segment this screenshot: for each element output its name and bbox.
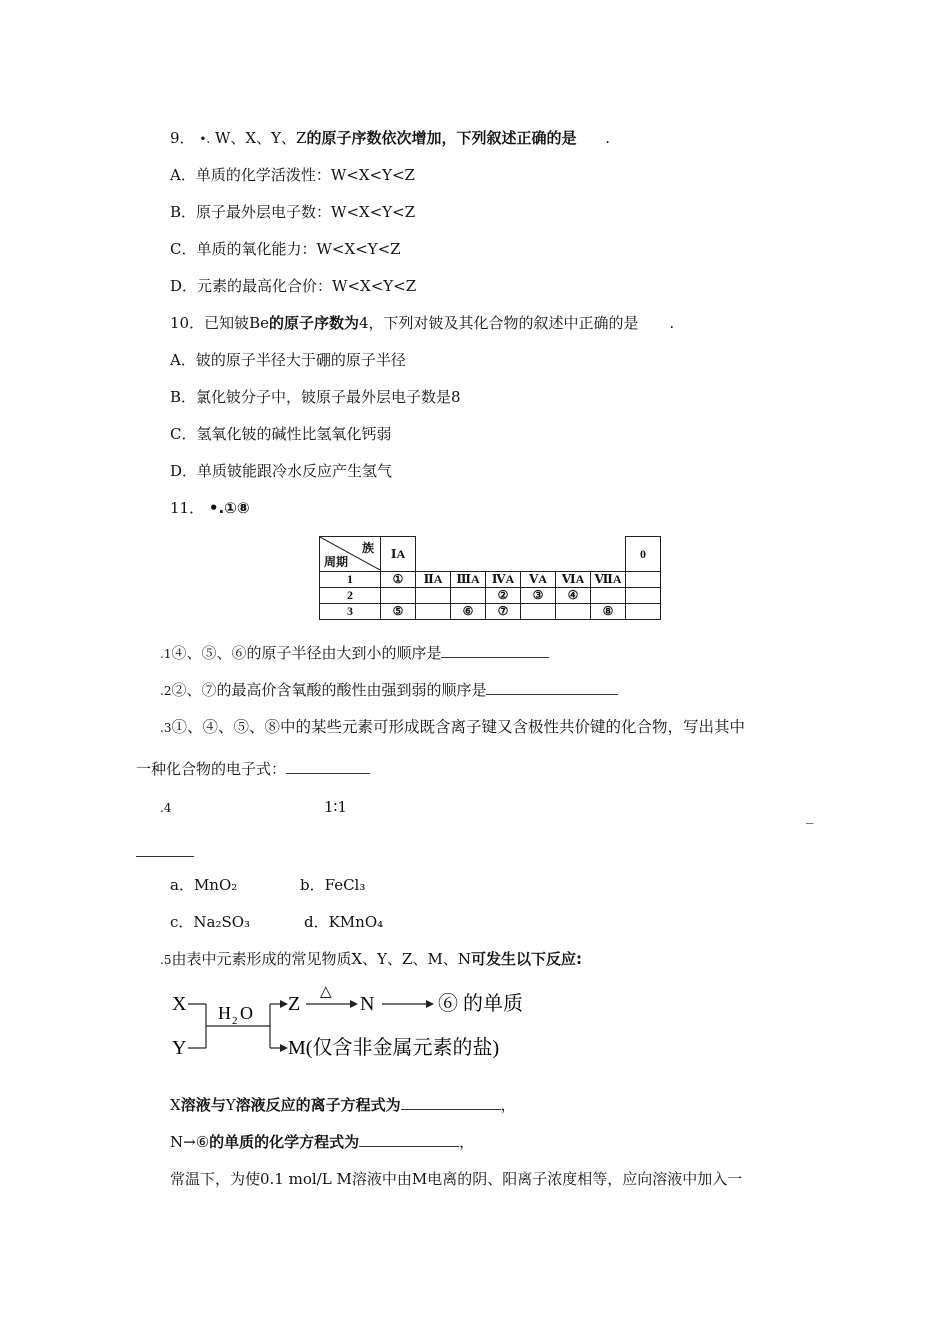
cell: ① [381,572,416,588]
arrow-to-6 [426,1000,434,1008]
table-row-3 [320,604,661,620]
arrow-to-n [350,1000,358,1008]
sub1-number: .1 [160,647,172,661]
cell [416,604,451,620]
header-gap [416,537,626,572]
sub4-option-b: b．FeCl₃ [300,876,366,894]
arrow-to-z [280,1000,288,1008]
cell: ② [486,588,521,604]
sub3-blank[interactable] [286,759,370,774]
cell: ⅣA [486,572,521,588]
q11-sub3-cont [136,759,370,779]
cell [556,604,591,620]
q10-stem-end: . [669,314,675,332]
n6-blank[interactable] [359,1132,459,1147]
cell: 3 [320,604,381,620]
xy-text: 溶液反应的离子方程式为 [235,1096,401,1114]
sub4-option-c: c．Na₂SO₃ [170,913,251,931]
q10-option-d: D．单质铍能跟冷水反应产生氢气 [170,462,393,480]
cell [626,588,661,604]
cell: ⑥ [451,604,486,620]
sub2-text: ②、⑦的最高价含氧酸的酸性由强到弱的顺序是 [171,681,487,699]
q10-stem-bold: 的原子序数为 [269,314,360,332]
reaction-diagram [170,980,530,1060]
cell: 1 [320,572,381,588]
sub3-text: ①、④、⑤、⑧中的某些元素可形成既含离子键又含极性共价键的化合物，写出其中 [171,718,745,736]
sub4-blank-line [136,842,194,862]
n6-text: 的单质的化学方程式为 [209,1133,360,1151]
cell: ⅥA [556,572,591,588]
cell: ④ [556,588,591,604]
n6-end: ， [459,1133,475,1151]
header-IA: ⅠA [381,537,416,572]
cell: ⑧ [591,604,626,620]
sub5-bold: 可发生以下反应: [470,950,582,968]
q11-sub2 [160,680,618,701]
sub4-number: .4 [160,801,172,815]
q10-option-a: A．铍的原子半径大于硼的原子半径 [170,351,406,369]
sub2-blank[interactable] [486,680,618,695]
periodic-table [319,536,661,620]
xy-x: X [170,1096,181,1114]
h2o-sub: 2 [232,1015,238,1027]
h2o-o: O [240,1003,253,1023]
q11-sub1 [160,643,549,664]
q11-number: 11． [170,499,205,517]
sub4-option-d: d．KMnO₄ [304,913,384,931]
sub1-blank[interactable] [441,643,549,658]
diagram-6-element: ⑥ 的单质 [438,993,523,1015]
q10-stem-post: 4，下列对铍及其化合物的叙述中正确的是 [359,314,639,332]
q11-sub3 [160,717,745,738]
last-pre: 常温下，为使0.1 mol/L M溶液中由M [170,1170,428,1188]
sub4-option-a: a．MnO₂ [170,876,238,894]
cell: ⅡA [416,572,451,588]
q9-stem [170,128,610,149]
sub2-number: .2 [160,684,172,698]
q9-stem-text: 的原子序数依次增加，下列叙述正确的是 [306,129,577,147]
sub4-blank[interactable] [136,842,194,857]
cell [591,588,626,604]
sub3-cont-text: 一种化合物的电子式： [136,760,287,778]
cell [626,604,661,620]
n6-pre: N→⑥ [170,1133,210,1151]
diagram-m: M(仅含非金属元素的盐) [288,1037,500,1059]
line-last [170,1169,742,1189]
sub5-text: 由表中元素形成的常见物质X、Y、Z、M、N [171,950,471,968]
line-xy [170,1095,516,1115]
arrow-to-m [280,1044,288,1052]
sub3-number: .3 [160,721,172,735]
table-row-1 [320,572,661,588]
cell [451,588,486,604]
cell [416,588,451,604]
sub4-dash: _ [806,806,814,824]
q10-stem [170,313,674,333]
q9-stem-end: . [605,129,611,147]
corner-top-label: 族 [361,541,374,555]
cell [381,588,416,604]
q9-option-d: D．元素的最高化合价：W<X<Y<Z [170,277,417,295]
q9-vars: W、X、Y、Z [215,129,307,147]
cell: ⑤ [381,604,416,620]
diagram-n: N [360,993,375,1015]
cell: ⅢA [451,572,486,588]
cell: 2 [320,588,381,604]
q9-option-b: B．原子最外层电子数：W<X<Y<Z [170,203,416,221]
q11-sub4 [160,797,347,818]
q9-number: 9． [170,129,195,147]
q9-dot: •. [199,132,211,146]
q10-option-b: B．氯化铍分子中，铍原子最外层电子数是8 [170,388,461,406]
xy-y: Y [225,1096,236,1114]
cell [626,572,661,588]
q11-sub5 [160,949,582,970]
line-n6 [170,1132,474,1152]
diagram-z: Z [288,993,301,1015]
q9-option-c: C．单质的氧化能力：W<X<Y<Z [170,240,401,258]
xy-blank[interactable] [401,1095,501,1110]
cell: ⅦA [591,572,626,588]
sub4-ratio: 1∶1 [324,798,347,816]
sub5-number: .5 [160,953,172,967]
corner-bottom-label: 周期 [324,555,349,569]
h2o-h: H [218,1003,231,1023]
q9-option-a: A．单质的化学活泼性：W<X<Y<Z [170,166,415,184]
xy-end: ， [500,1096,516,1114]
q11-stem [170,498,250,518]
cell: ③ [521,588,556,604]
cell: ⅤA [521,572,556,588]
q10-stem-pre: 10．已知铍Be [170,314,269,332]
q10-option-c: C．氢氧化铍的碱性比氢氧化钙弱 [170,425,392,443]
xy-mid: 溶液与 [180,1096,226,1114]
cell: ⑦ [486,604,521,620]
table-corner-cell [320,537,381,572]
diagram-x: X [172,993,187,1015]
cell [521,604,556,620]
last-text: 电离的阴、阳离子浓度相等，应向溶液中加入一 [427,1170,743,1188]
delta-symbol: △ [320,984,332,1000]
q11-marks: •.①⑧ [208,499,250,517]
header-0: 0 [626,537,661,572]
sub1-text: ④、⑤、⑥的原子半径由大到小的顺序是 [171,644,442,662]
diagram-y: Y [172,1037,187,1059]
table-row-2 [320,588,661,604]
